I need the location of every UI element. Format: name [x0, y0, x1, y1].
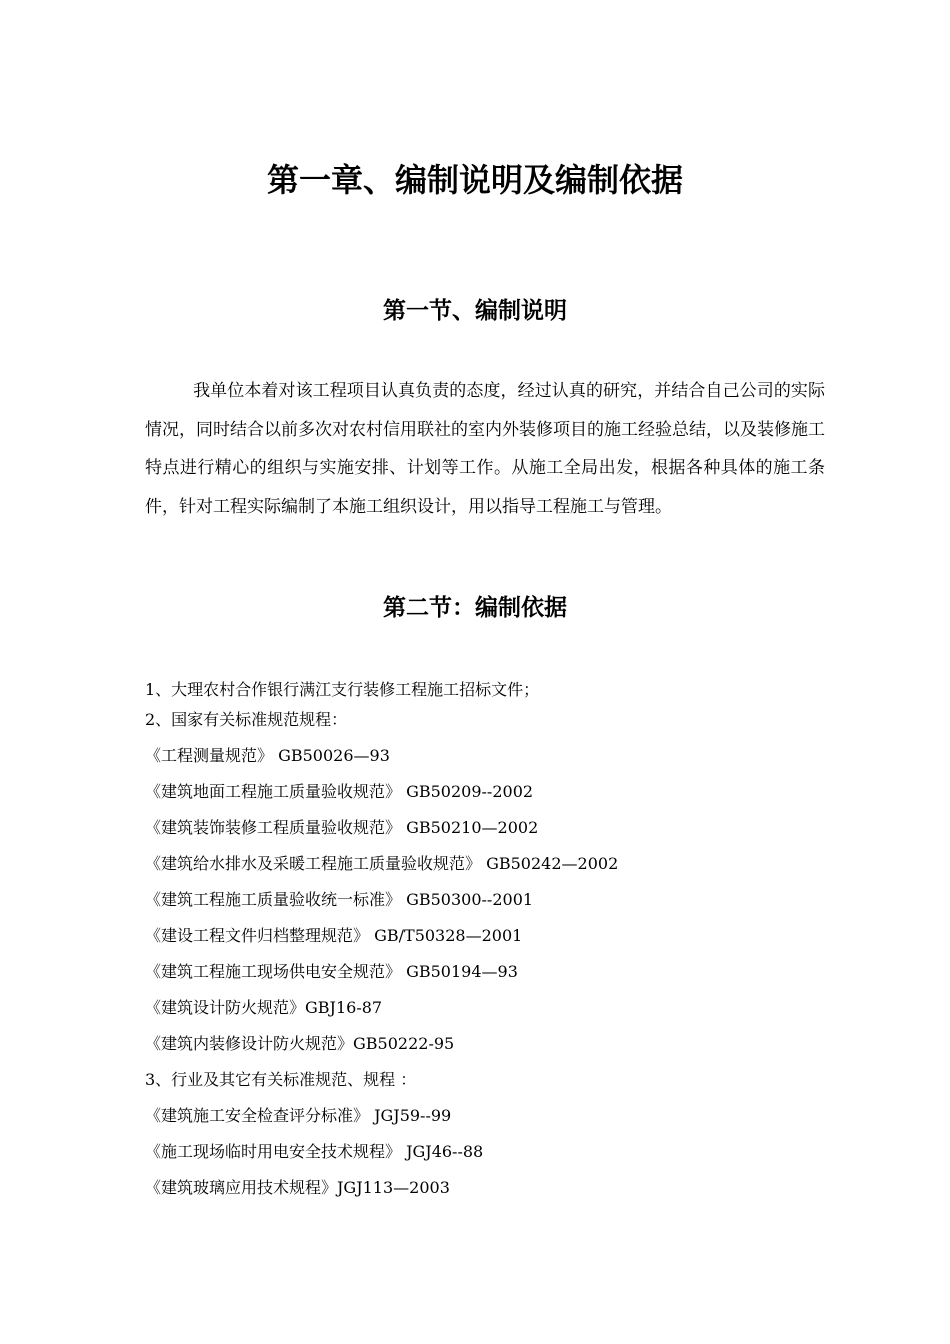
basis-list: [145, 676, 845, 1210]
list-item: 1、大理农村合作银行满江支行装修工程施工招标文件；: [145, 680, 540, 699]
list-item: 《建筑给水排水及采暖工程施工质量验收规范》 GB50242—2002: [145, 854, 619, 873]
list-item: 《建筑工程施工现场供电安全规范》 GB50194—93: [145, 962, 518, 981]
list-item: 《建筑装饰装修工程质量验收规范》 GB50210—2002: [145, 818, 539, 837]
description-paragraph: [145, 372, 825, 526]
list-item: 《施工现场临时用电安全技术规程》 JGJ46--88: [145, 1142, 484, 1161]
description-text: 我单位本着对该工程项目认真负责的态度，经过认真的研究，并结合自己公司的实际情况，同时结合以前多次对农村信用联社的室内外装修项目的施工经验总结，以及装修施工特点进行精心的组织与实施安排、计划等工作。从施工全局出发，根据各种具体的施工条件，针对工程实际编制了本施工组织设计，用以指导工程施工与管理。: [145, 381, 825, 517]
list-item: 《建筑内装修设计防火规范》GB50222-95: [145, 1034, 455, 1053]
list-item: 2、国家有关标准规范规程：: [145, 710, 348, 729]
list-item: 《建筑设计防火规范》GBJ16-87: [145, 998, 383, 1017]
list-item: 3、行业及其它有关标准规范、规程 ：: [145, 1070, 417, 1089]
list-item: 《建筑玻璃应用技术规程》JGJ113—2003: [145, 1178, 450, 1197]
section-title-description: 第一节、编制说明: [383, 298, 567, 324]
chapter-title: 第一章、编制说明及编制依据: [266, 161, 683, 199]
list-item: 《建筑施工安全检查评分标准》 JGJ59--99: [145, 1106, 452, 1125]
list-item: 《建筑地面工程施工质量验收规范》 GB50209--2002: [145, 782, 534, 801]
section-title-basis: 第二节：编制依据: [383, 595, 567, 621]
list-item: 《建设工程文件归档整理规范》 GB/T50328—2001: [145, 926, 523, 945]
list-item: 《建筑工程施工质量验收统一标准》 GB50300--2001: [145, 890, 534, 909]
list-item: 《工程测量规范》 GB50026—93: [145, 746, 390, 765]
